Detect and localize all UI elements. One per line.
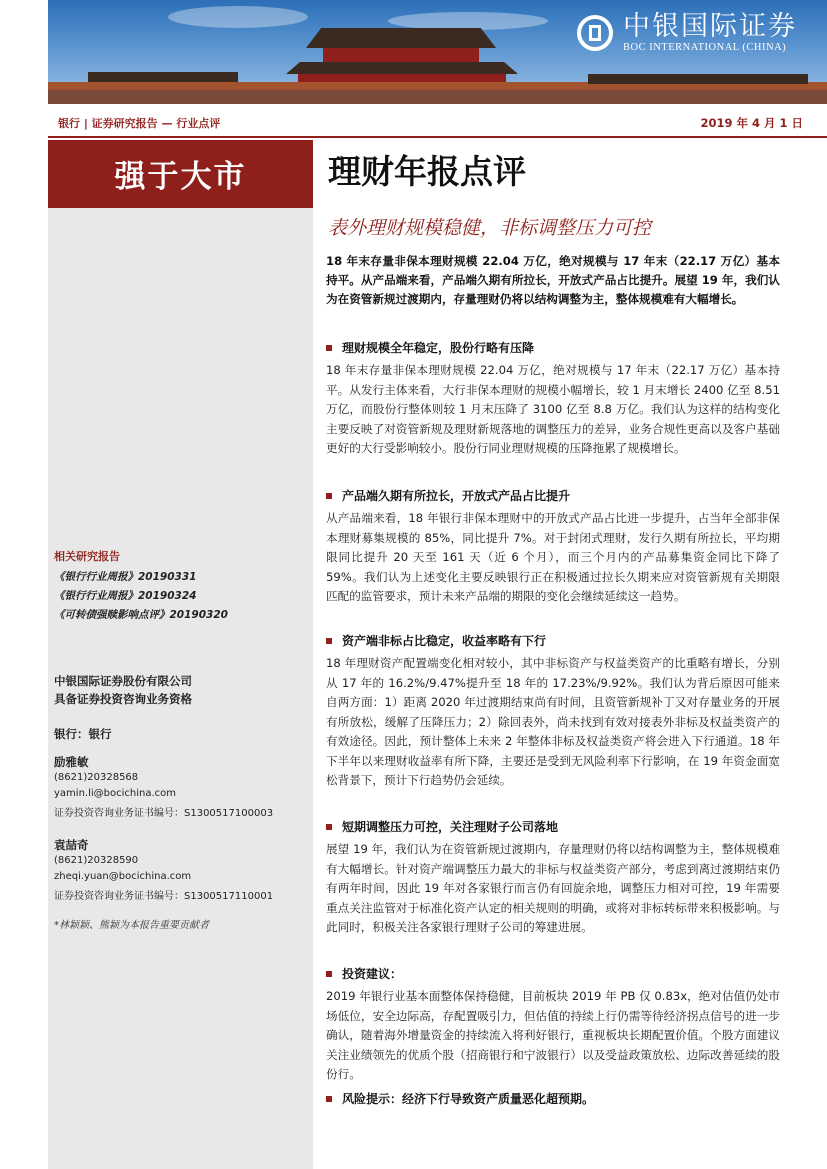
palace-roof [306,28,496,48]
bullet-square-icon [326,638,332,644]
section-heading: 投资建议： [342,967,403,981]
report-title: 理财年报点评 [328,152,526,191]
section-heading: 资产端非标占比稳定，收益率略有下行 [342,634,547,648]
section [326,965,780,1085]
related-reports-title: 相关研究报告 [54,550,120,563]
section-body: 2019 年银行业基本面整体保持稳健，目前板块 2019 年 PB 仅 0.83x，绝对估值仍处市场低位，安全边际高，存配置吸引力，但估值的持续上行仍需等待经济拐点信号的进一步确认，随着海外增量资金的持续流入将利好银行，重视板块长期配置价值。个股方面建议关注业绩领先的优质个股（招商银行和宁波银行）以及受益政策放松、边际改善延续的股份行。 [326,989,780,1081]
report-subtitle: 表外理财规模稳健，非标调整压力可控 [328,217,652,239]
contributors-note: *林颖颖、熊颖为本报告重要贡献者 [54,920,209,931]
analyst-phone: (8621)20328590 [54,855,139,866]
analyst-phone: (8621)20328568 [54,772,139,783]
section [326,487,780,607]
bullet-square-icon [326,971,332,977]
section [326,632,780,791]
section-heading: 风险提示：经济下行导致资产质量恶化超预期。 [342,1092,595,1106]
report-summary: 18 年末存量非保本理财规模 22.04 万亿，绝对规模与 17 年末（22.17 万亿）基本持平。从产品端来看，产品端久期有所拉长，开放式产品占比提升。展望 19 年，我们认为在资管新规过渡期内，存量理财仍将以结构调整为主，整体规模难有大幅增长。 [326,254,780,306]
bullet-square-icon [326,1096,332,1102]
analyst-email[interactable]: yamin.li@bocichina.com [54,788,176,799]
analyst-name: 励雅敏 [54,755,89,769]
section [326,1090,780,1107]
company-logo [577,12,797,53]
analyst-cert: 证券投资咨询业务证书编号：S1300517100003 [54,808,274,819]
rating-slogan: 强于大市 [48,140,313,208]
bullet-square-icon [326,824,332,830]
logo-name-en: BOC INTERNATIONAL (CHINA) [623,42,787,53]
section-body: 18 年末存量非保本理财规模 22.04 万亿，绝对规模与 17 年末（22.17 万亿）基本持平。从发行主体来看，大行非保本理财的规模小幅增长，较 1 月末增长 2400 亿至 8.51 万亿，而股份行整体则较 1 月末压降了 3100 亿至 8.8 万亿。我们认为这样的结构变化主要反映了对资管新规及理财新规落地的调整压力的差异，业务合规性更高以及客户基础更好的大行受影响较小。股份行同业理财规模的压降拖累了规模增长。 [326,363,780,455]
report-date: 2019 年 4 月 1 日 [700,116,803,130]
related-report-item[interactable]: 《可转债强赎影响点评》20190320 [54,609,228,621]
section-body: 18 年理财资产配置端变化相对较小，其中非标资产与权益类资产的比重略有增长，分别从 17 年的 16.2%/9.47%提升至 18 年的 17.23%/9.92%。我们认为背后原因可能来自两方面：1）距离 2020 年过渡期结束尚有时间，且资管新规补丁又对存量业务的开展有所放松，缓解了压降压力；2）除回表外，尚未找到有效对接表外非标及权益类资产的有效途径。因此，预计整体上未来 2 年整体非标及权益类资产将会进入下行通道。18 年下半年以来理财收益率有所下降，主要还是受到无风险利率下行影响，在 19 年资金面宽松背景下，预计下行趋势仍会延续。 [326,656,780,787]
section [326,818,780,938]
analyst-name: 袁喆奇 [54,838,89,852]
section-body: 展望 19 年，我们认为在资管新规过渡期内，存量理财仍将以结构调整为主，整体规模难有大幅增长。针对资产端调整压力最大的非标与权益类资产部分，考虑到离过渡期结束仍有两年时间，因此 19 年对各家银行而言仍有回旋余地，调整压力相对可控，19 年需要重点关注监管对于标准化资产认定的相关规则的明确，或将对非标转标带来积极影响。与此同时，积极关注各家银行理财子公司的筹建进展。 [326,842,780,934]
header-banner [48,0,827,104]
section-body: 从产品端来看，18 年银行非保本理财中的开放式产品占比进一步提升，占当年全部非保本理财募集规模的 85%，同比提升 7%。对于封闭式理财，发行久期有所拉长，平均期限同比提升 20 天至 161 天（近 6 个月），而三个月内的产品募集资金同比下降了 59%。我们认为上述变化主要反映银行正在积极通过拉长久期来应对资管新规有关期限匹配的监管要求，预计未来产品端的期限的变化会继续延续这一趋势。 [326,511,780,603]
section-heading: 理财规模全年稳定，股份行略有压降 [342,341,535,355]
section-heading: 产品端久期有所拉长，开放式产品占比提升 [342,489,571,503]
section-heading: 短期调整压力可控，关注理财子公司落地 [342,820,559,834]
analyst-email[interactable]: zheqi.yuan@bocichina.com [54,871,192,882]
company-name: 中银国际证券股份有限公司 [54,674,192,688]
breadcrumb: 银行 | 证券研究报告 — 行业点评 [58,117,221,130]
boc-logo-icon [577,15,613,51]
analyst-cert: 证券投资咨询业务证书编号：S1300517110001 [54,891,274,902]
industry-label: 银行：银行 [54,727,112,741]
related-report-item[interactable]: 《银行行业周报》20190324 [54,590,197,602]
section [326,339,780,459]
related-report-item[interactable]: 《银行行业周报》20190331 [54,571,197,583]
logo-name-cn: 中银国际证券 [623,11,797,42]
sidebar [48,140,313,1169]
report-meta-bar [48,110,827,138]
bullet-square-icon [326,493,332,499]
bullet-square-icon [326,345,332,351]
company-qualification: 具备证券投资咨询业务资格 [54,692,192,706]
